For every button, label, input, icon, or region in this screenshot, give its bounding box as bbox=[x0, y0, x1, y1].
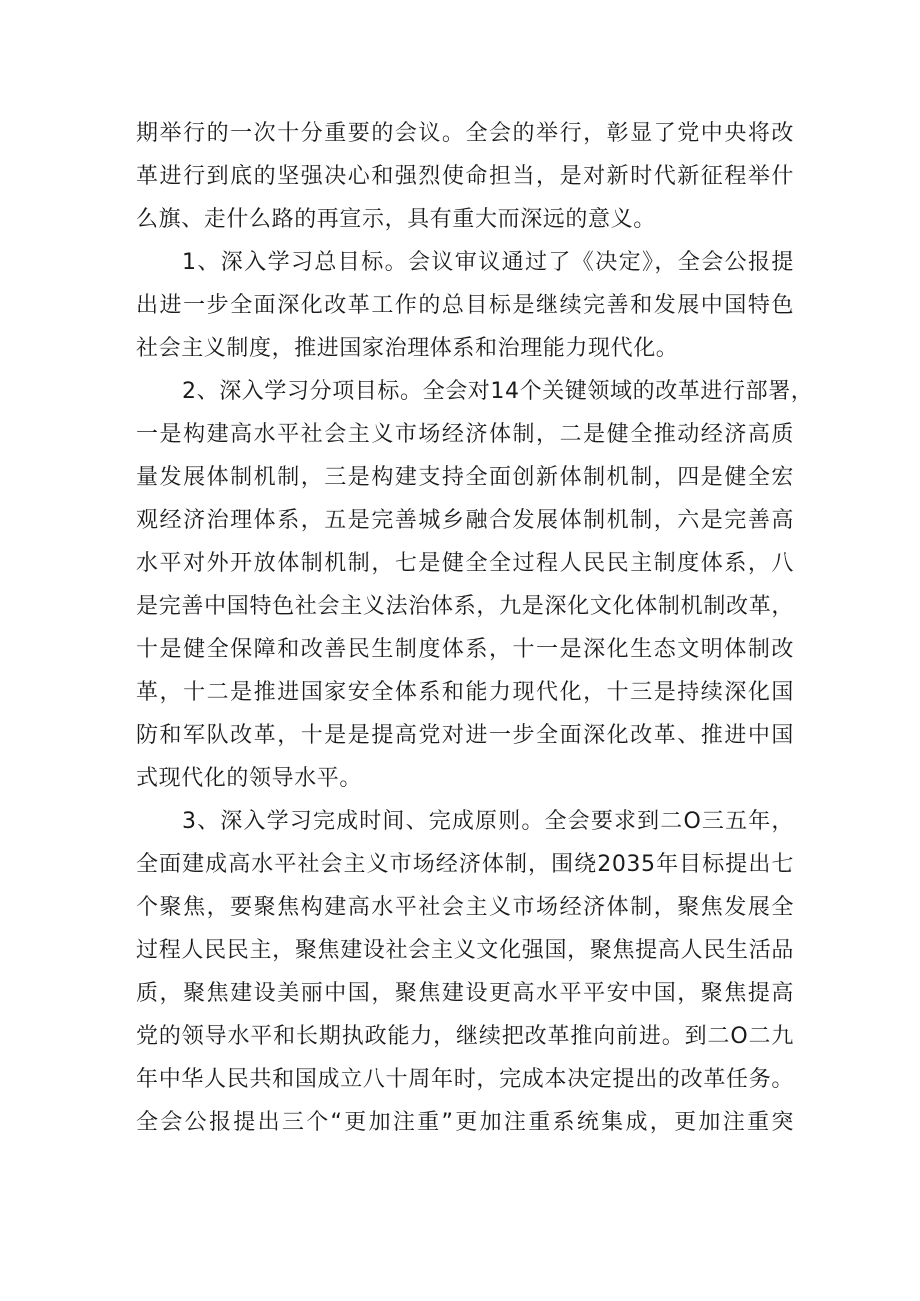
text-line: 一是构建高水平社会主义市场经济体制，二是健全推动经济高质 bbox=[136, 422, 794, 447]
text-line: 水平对外开放体制机制，七是健全全过程人民民主制度体系，八 bbox=[136, 551, 794, 576]
text-line: 式现代化的领导水平。 bbox=[136, 766, 363, 791]
text-line: 出进一步全面深化改革工作的总目标是继续完善和发展中国特色 bbox=[136, 293, 794, 318]
paragraph-3-heading-line: 3、深入学习完成时间、完成原则。全会要求到二O三五年， bbox=[182, 809, 794, 834]
text-line: 期举行的一次十分重要的会议。全会的举行，彰显了党中央将改 bbox=[136, 121, 794, 146]
text-line: 十是健全保障和改善民生制度体系，十一是深化生态文明体制改 bbox=[136, 637, 794, 662]
text-line: 党的领导水平和长期执政能力，继续把改革推向前进。到二O二九 bbox=[136, 1024, 794, 1049]
text-line: 全会公报提出三个“更加注重”更加注重系统集成，更加注重突 bbox=[136, 1110, 794, 1135]
text-line: 革进行到底的坚强决心和强烈使命担当，是对新时代新征程举什 bbox=[136, 164, 794, 189]
text-line: 全面建成高水平社会主义市场经济体制，围绕2035年目标提出七 bbox=[136, 852, 794, 877]
paragraph-2-heading-line: 2、深入学习分项目标。全会对14个关键领域的改革进行部署， bbox=[182, 379, 814, 404]
text-line: 个聚焦，要聚焦构建高水平社会主义市场经济体制，聚焦发展全 bbox=[136, 895, 794, 920]
text-line: 防和军队改革，十是是提高党对进一步全面深化改革、推进中国 bbox=[136, 723, 794, 748]
text-line: 是完善中国特色社会主义法治体系，九是深化文化体制机制改革， bbox=[136, 594, 794, 619]
text-line: 观经济治理体系，五是完善城乡融合发展体制机制，六是完善高 bbox=[136, 508, 794, 533]
text-line: 么旗、走什么路的再宣示，具有重大而深远的意义。 bbox=[136, 207, 656, 232]
text-line: 革，十二是推进国家安全体系和能力现代化，十三是持续深化国 bbox=[136, 680, 794, 705]
text-line: 年中华人民共和国成立八十周年时，完成本决定提出的改革任务。 bbox=[136, 1067, 794, 1092]
text-line: 过程人民民主，聚焦建设社会主义文化强国，聚焦提高人民生活品 bbox=[136, 938, 794, 963]
text-line: 社会主义制度，推进国家治理体系和治理能力现代化。 bbox=[136, 336, 679, 361]
body-text bbox=[136, 112, 814, 1144]
text-line: 量发展体制机制，三是构建支持全面创新体制机制，四是健全宏 bbox=[136, 465, 794, 490]
text-line: 质，聚焦建设美丽中国，聚焦建设更高水平平安中国，聚焦提高 bbox=[136, 981, 794, 1006]
paragraph-1-heading-line: 1、深入学习总目标。会议审议通过了《决定》，全会公报提 bbox=[182, 250, 794, 275]
